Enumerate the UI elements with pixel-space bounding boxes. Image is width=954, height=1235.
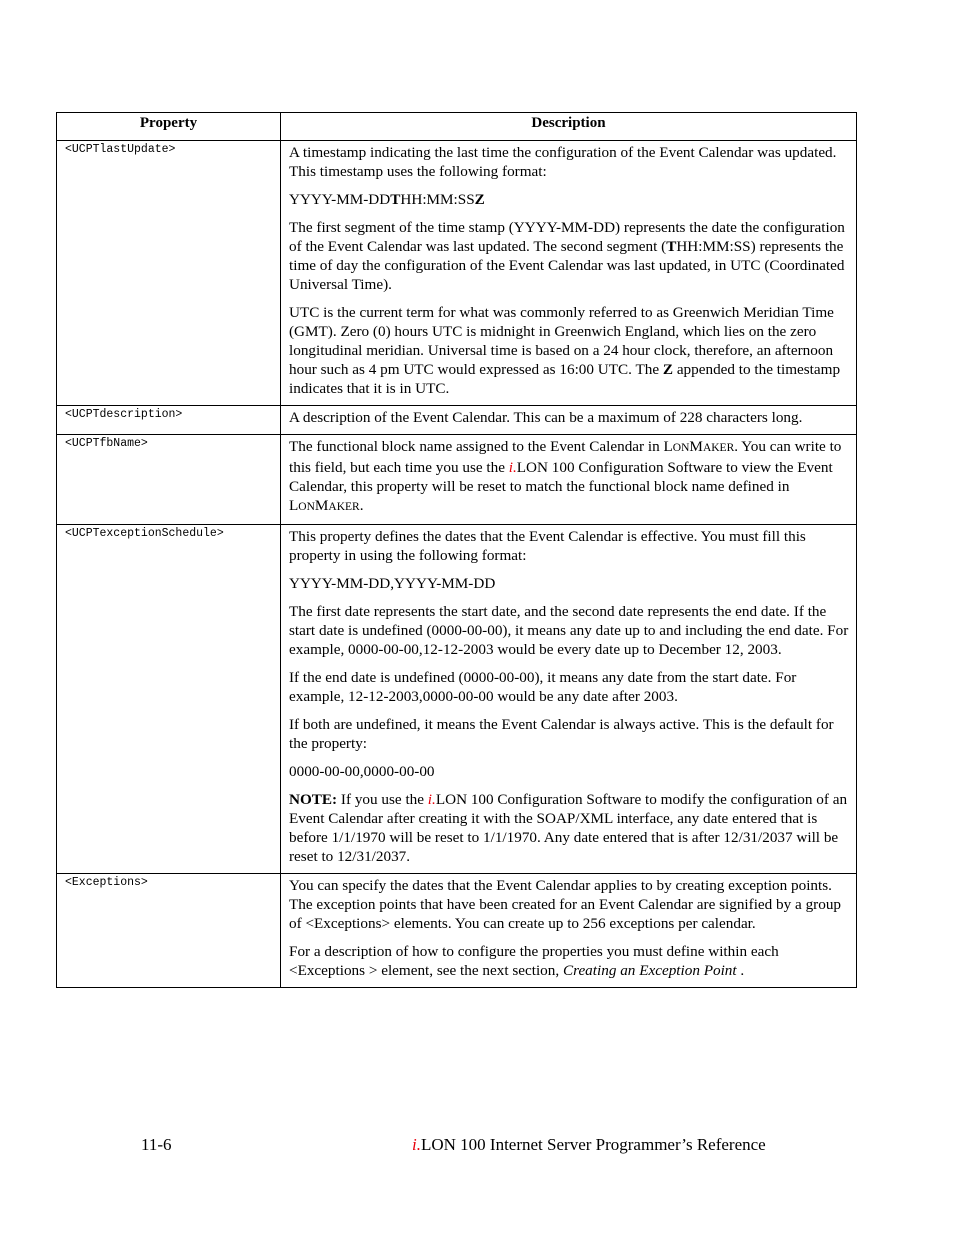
- description-paragraph: The first date represents the start date, and the second date represents the end date. If the start date is undefined (0000-00-00), it means any date up to and including the end date. For example, 0000-00-00,12-12-2003 would be every date up to December 12, 2003.: [289, 603, 849, 658]
- brand-i-logo: i.: [412, 1135, 421, 1154]
- note-label: NOTE:: [289, 791, 338, 808]
- property-description: [281, 141, 857, 406]
- property-name: <UCPTdescription>: [57, 406, 281, 435]
- property-description: [281, 406, 857, 435]
- description-paragraph: If both are undefined, it means the Event Calendar is always active. This is the default for the property:: [289, 716, 834, 752]
- note-paragraph: NOTE: If you use the i.LON 100 Configuration Software to modify the configuration of an Event Calendar after creating it with the SOAP/XML interface, any date entered that is before 1/1/1970 will be reset to 1/1/1970. Any date entered that is after 12/31/2037 will be reset to 12/31/2037.: [289, 791, 848, 865]
- description-paragraph: You can specify the dates that the Event Calendar applies to by creating exception points. The exception points that have been created for an Event Calendar are signified by a group of <Exceptions> elements. You can create up to 256 exceptions per calendar.: [289, 877, 842, 932]
- description-paragraph: The first segment of the time stamp (YYYY-MM-DD) represents the date the configuration of the Event Calendar was last updated. The second segment (THH:MM:SS) represents the time of day the configuration of the Event Calendar was last updated, in UTC (Coordinated Universal Time).: [289, 219, 845, 293]
- table-row: [57, 406, 857, 435]
- footer-title: i.LON 100 Internet Server Programmer’s Reference: [412, 1135, 766, 1154]
- page-number: 11-6: [141, 1135, 172, 1154]
- description-paragraph: A description of the Event Calendar. This can be a maximum of 228 characters long.: [289, 409, 803, 426]
- property-name: <Exceptions>: [57, 874, 281, 988]
- table-header-row: [57, 113, 857, 141]
- brand-i-logo: i.: [508, 459, 517, 476]
- property-name: <UCPTlastUpdate>: [57, 141, 281, 406]
- description-paragraph: UTC is the current term for what was commonly referred to as Greenwich Meridian Time (GMT). Zero (0) hours UTC is midnight in Greenwich England, which lies on the zero longitudinal meridian. Universal time is based on a 24 hour clock, therefore, an afternoon hour such as 4 pm UTC would expressed as 16:00 UTC. The Z appended to the timestamp indicates that it is in UTC.: [289, 304, 841, 397]
- description-paragraph: A timestamp indicating the last time the configuration of the Event Calendar was updated. This timestamp uses the following format:: [289, 144, 837, 180]
- table-row: [57, 874, 857, 988]
- property-name: <UCPTfbName>: [57, 435, 281, 525]
- date-format: YYYY-MM-DD,YYYY-MM-DD: [289, 575, 496, 592]
- description-column-header: Description: [281, 113, 857, 141]
- property-table: [56, 112, 857, 988]
- table-row: [57, 435, 857, 525]
- default-value: 0000-00-00,0000-00-00: [289, 763, 435, 780]
- property-description: [281, 525, 857, 874]
- table-row: [57, 141, 857, 406]
- property-description: [281, 874, 857, 988]
- property-column-header: Property: [57, 113, 281, 141]
- table-row: [57, 525, 857, 874]
- description-paragraph: If the end date is undefined (0000-00-00), it means any date from the start date. For example, 12-12-2003,0000-00-00 would be any date after 2003.: [289, 669, 797, 705]
- description-paragraph: For a description of how to configure the properties you must define within each <Exceptions > element, see the next section, Creating an Exception Point .: [289, 943, 779, 979]
- cross-reference: Creating an Exception Point: [562, 962, 737, 979]
- description-paragraph: This property defines the dates that the Event Calendar is effective. You must fill this property in using the following format:: [289, 528, 806, 564]
- property-description: [281, 435, 857, 525]
- brand-i-logo: i.: [427, 791, 436, 808]
- description-paragraph: The functional block name assigned to the Event Calendar in LONMAKER. You can write to this field, but each time you use the i.LON 100 Configuration Software to view the Event Calendar, this property will be reset to match the functional block name defined in LONMAKER.: [289, 438, 842, 514]
- timestamp-format: YYYY-MM-DDTHH:MM:SSZ: [289, 191, 485, 208]
- property-name: <UCPTexceptionSchedule>: [57, 525, 281, 874]
